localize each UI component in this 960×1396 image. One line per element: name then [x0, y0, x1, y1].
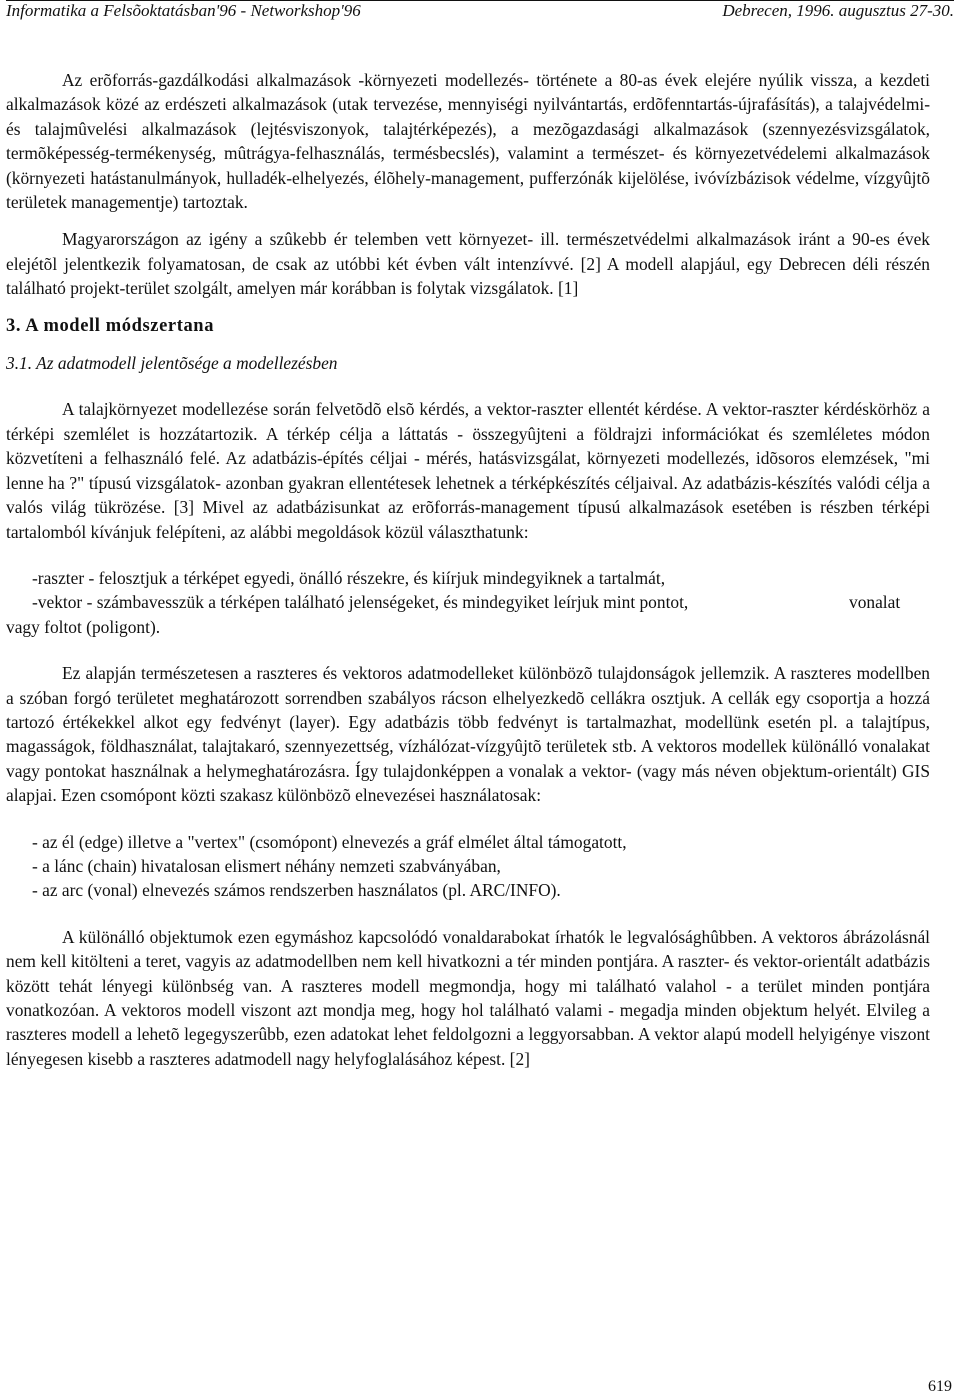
list-item: - a lánc (chain) hivatalosan elismert néhány nemzeti szabványában,	[32, 855, 501, 876]
page-content	[6, 68, 930, 1071]
page-number: 619	[928, 1378, 952, 1395]
list-item-vector-text: -vektor - számbavesszük a térképen található jelenségeket, és mindegyiket leírjuk mint pontot,	[32, 592, 689, 613]
paragraph-objects: A különálló objektumok ezen egymáshoz kapcsolódó vonaldarabokat írhatók le legvalósághûbben. A vektoros ábrázolásnál nem kell kitölteni a teret, vagyis az adatmodellben nem kell hivatkozni a tér minden pontjára. A raszter- és vektor-orientált adatbázis között tehát lényegi különbség van. A raszteres modell megmondja, hogy mi található valahol - a terület minden pontjára vonatkozóan. A vektoros modell viszont azt mondja meg, hogy hol található valami - megadja minden objektum helyét. Elvileg a raszteres modell a lehetõ legegyszerûbb, ezen adatokat lehet feldolgozni a leggyorsabban. A vektor alapú modell helyigénye viszont lényegesen kisebb a raszteres adatmodell nagy helyfoglalásához képest. [2]	[6, 926, 930, 1069]
list-item: - az él (edge) illetve a "vertex" (csomópont) elnevezés a gráf elmélet által támogatott,	[32, 831, 627, 852]
paragraph-vector-raster: A talajkörnyezet modellezése során felvetõdõ elsõ kérdés, a vektor-raszter ellentét kérdése. A vektor-raszter kérdéskörhöz a térképi szemlélet is hozzátartozik. A térkép célja a láttatás - összegyûjteni a földrajzi információkat és szemléletes módon közvetíteni a felhasználó felé. Az adatbázis-építés céljai - mérés, hatásvizsgálat, környezeti modellezés, idõsoros elemzések, "mi lenne ha ?" típusú vizsgálatok- azonban gyakran ellentétesek lehetnek a térképkészítés céljaival. Az adatbázis-készítés valódi célja a valós világ tükrözése. [3] Mivel az adatbázisunkat az erõforrás-management típusú alkalmazások esetében is részben térképi tartalomból kívánjuk felépíteni, az alábbi megoldások közül választhatunk:	[6, 399, 930, 542]
paragraph-history: Az erõforrás-gazdálkodási alkalmazások -környezeti modellezés- története a 80-as évek elejére nyúlik vissza, a kezdeti alkalmazások közé az erdészeti alkalmazások (utak tervezése, mennyiségi nyilvántartás, erdõfenntartás-újrafásítás), a talajvédelmi- és talajmûvelési alkalmazások (lejtésviszonyok, talajtérképezés), a mezõgazdasági alkalmazások (szennyezésvizsgálatok, termõképesség-termékenység, mûtrágya-felhasználás, termésbecslés), valamint a természet- és környezetvédelemi alkalmazások (környezeti hatástanulmányok, hulladék-elhelyezés, élõhely-management, pufferzónák kijelölése, ivóvízbázisok védelme, vízgyûjtõ területek managementje) tartoztak.	[6, 70, 930, 213]
paragraph-models: Ez alapján természetesen a raszteres és vektoros adatmodelleket különbözõ tulajdonságok jellemzik. A raszteres modellben a szóban forgó területet meghatározott sorrendben szabályos rácson elhelyezkedõ cellákra osztjuk. A cellák egy csoportja a hozzá tartozó értékekkel alkot egy fedvényt (layer). Egy adatbázis több fedvényt is tartalmazhat, modellünk esetén pl. a talajtípus, magasságok, földhasználat, talajtakaró, szennyezettség, vízhálózat-vízgyûjtõ területek stb. A vektoros modellek különálló vonalakat vagy pontokat használnak a helymeghatározásra. Így tulajdonképpen a vonalak a vektor- (vagy más néven objektum-orientált) GIS alapjai. Ezen csomópont közti szakasz különbözõ elnevezései használatosak:	[6, 663, 930, 806]
list-item-vector-end: vagy foltot (poligont).	[6, 616, 161, 637]
list-item-raster: -raszter - felosztjuk a térképet egyedi, önálló részekre, és kiírjuk mindegyiknek a tartalmát,	[32, 567, 666, 588]
running-header	[6, 0, 954, 20]
options-list	[6, 566, 930, 639]
header-conference-title: Informatika a Felsõoktatásban'96 - Networkshop'96	[6, 1, 361, 20]
paragraph-hungary: Magyarországon az igény a szûkebb ér telemben vett környezet- ill. természetvédelmi alkalmazások iránt a 90-es évek elejétõl jelentkezik folyamatosan, de csak az utóbbi két évben vált intenzívvé. [2] A modell alapjául, egy Debrecen déli részén található projekt-terület szolgált, amelyen már korábban is folytak vizsgálatok. [1]	[6, 229, 930, 299]
section-heading-3: 3. A modell módszertana	[6, 315, 215, 336]
list-item-vector-continuation: vonalat	[849, 592, 901, 613]
terms-list	[6, 830, 930, 903]
list-item: - az arc (vonal) elnevezés számos rendszerben használatos (pl. ARC/INFO).	[32, 880, 561, 901]
subsection-heading-3-1: 3.1. Az adatmodell jelentõsége a modellezésben	[6, 353, 338, 374]
header-location-date: Debrecen, 1996. augusztus 27-30.	[722, 1, 954, 20]
list-item-vector	[6, 590, 930, 614]
